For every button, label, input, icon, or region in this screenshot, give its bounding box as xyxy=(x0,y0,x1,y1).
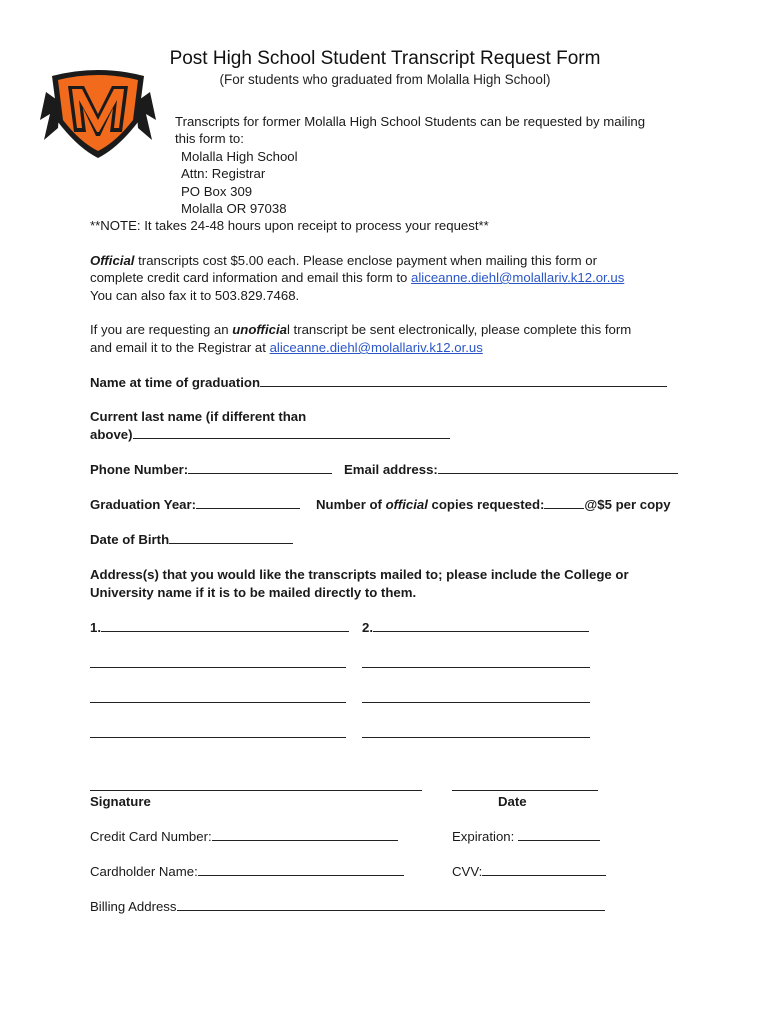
current-last-name-field xyxy=(90,426,450,443)
address-2-label: 2. xyxy=(362,620,373,635)
page-title: Post High School Student Transcript Request Form xyxy=(169,48,601,69)
intro-line-1: Transcripts for former Molalla High School Students can be requested by mailing xyxy=(175,114,646,129)
official-text: transcripts cost $5.00 each. Please enclose payment when mailing this form or xyxy=(134,253,597,268)
address-line: Molalla High School xyxy=(181,149,298,164)
credit-card-field xyxy=(90,828,398,845)
official-line-2 xyxy=(90,269,624,286)
graduation-year-label: Graduation Year: xyxy=(90,497,197,512)
official-text: complete credit card information and email this form to xyxy=(90,270,412,285)
email-field xyxy=(344,461,678,478)
unofficial-text: If you are requesting an xyxy=(90,322,233,337)
email-label: Email address: xyxy=(344,462,438,477)
phone-label: Phone Number: xyxy=(90,462,189,477)
email-line[interactable] xyxy=(438,461,678,474)
graduation-year-field xyxy=(90,496,300,513)
address-line: Molalla OR 97038 xyxy=(181,201,287,216)
cvv-line[interactable] xyxy=(482,863,606,876)
current-last-name-line[interactable] xyxy=(133,426,450,439)
cvv-field xyxy=(452,863,606,880)
address-1-line[interactable] xyxy=(90,690,346,703)
address-2-line[interactable] xyxy=(362,725,590,738)
address-1-label: 1. xyxy=(90,620,101,635)
page-subtitle: (For students who graduated from Molalla High School) xyxy=(219,72,551,87)
name-at-graduation-line[interactable] xyxy=(260,374,667,387)
copies-price: @$5 per copy xyxy=(584,497,671,512)
cardholder-label: Cardholder Name: xyxy=(90,864,198,879)
address-1-line[interactable] xyxy=(90,725,346,738)
address-1-line[interactable] xyxy=(101,619,349,632)
unofficial-line-1 xyxy=(90,321,631,338)
current-last-name-label: above) xyxy=(90,427,133,442)
billing-address-label: Billing Address xyxy=(90,899,177,914)
billing-address-line[interactable] xyxy=(177,898,605,911)
signature-label: Signature xyxy=(90,794,151,809)
registrar-email-link[interactable]: aliceanne.diehl@molallariv.k12.or.us xyxy=(411,270,625,285)
address-prompt: University name if it is to be mailed directly to them. xyxy=(90,585,417,600)
unofficial-text: and email it to the Registrar at xyxy=(90,340,270,355)
cardholder-line[interactable] xyxy=(198,863,404,876)
intro-line-2: this form to: xyxy=(175,131,244,146)
address-2-line[interactable] xyxy=(373,619,589,632)
date-of-birth-label: Date of Birth xyxy=(90,532,170,547)
unofficial-line-2 xyxy=(90,339,483,356)
processing-note: **NOTE: It takes 24-48 hours upon receipt to process your request** xyxy=(90,218,489,233)
expiration-label: Expiration: xyxy=(452,829,518,844)
copies-label: Number of xyxy=(316,497,386,512)
cvv-label: CVV: xyxy=(452,864,483,879)
graduation-year-line[interactable] xyxy=(196,496,300,509)
address-line: Attn: Registrar xyxy=(181,166,266,181)
address-2-line[interactable] xyxy=(362,690,590,703)
address-2-line[interactable] xyxy=(362,655,590,668)
signature-line[interactable] xyxy=(90,778,422,791)
cardholder-field xyxy=(90,863,404,880)
phone-field xyxy=(90,461,332,478)
phone-line[interactable] xyxy=(188,461,332,474)
name-at-graduation-field xyxy=(90,374,667,391)
official-line-1 xyxy=(90,252,597,269)
address-2-field xyxy=(362,619,589,636)
credit-card-label: Credit Card Number: xyxy=(90,829,212,844)
copies-line[interactable] xyxy=(544,496,584,509)
copies-label: copies requested: xyxy=(427,497,545,512)
name-at-graduation-label: Name at time of graduation xyxy=(90,375,260,390)
copies-label: official xyxy=(385,497,428,512)
date-of-birth-field xyxy=(90,531,293,548)
unofficial-text: l transcript be sent electronically, please complete this form xyxy=(286,322,632,337)
current-last-name-label: Current last name (if different than xyxy=(90,409,307,424)
expiration-line[interactable] xyxy=(518,828,600,841)
address-line: PO Box 309 xyxy=(181,184,253,199)
registrar-email-link[interactable]: aliceanne.diehl@molallariv.k12.or.us xyxy=(269,340,483,355)
date-of-birth-line[interactable] xyxy=(169,531,293,544)
date-label: Date xyxy=(498,794,527,809)
address-1-field xyxy=(90,619,349,636)
credit-card-line[interactable] xyxy=(212,828,398,841)
address-prompt: Address(s) that you would like the transcripts mailed to; please include the College or xyxy=(90,567,629,582)
date-line[interactable] xyxy=(452,778,598,791)
address-1-line[interactable] xyxy=(90,655,346,668)
fax-line: You can also fax it to 503.829.7468. xyxy=(90,288,300,303)
billing-address-field xyxy=(90,898,605,915)
copies-field xyxy=(316,496,671,513)
unofficial-word: unofficia xyxy=(232,322,287,337)
official-word: Official xyxy=(90,253,135,268)
expiration-field xyxy=(452,828,600,845)
